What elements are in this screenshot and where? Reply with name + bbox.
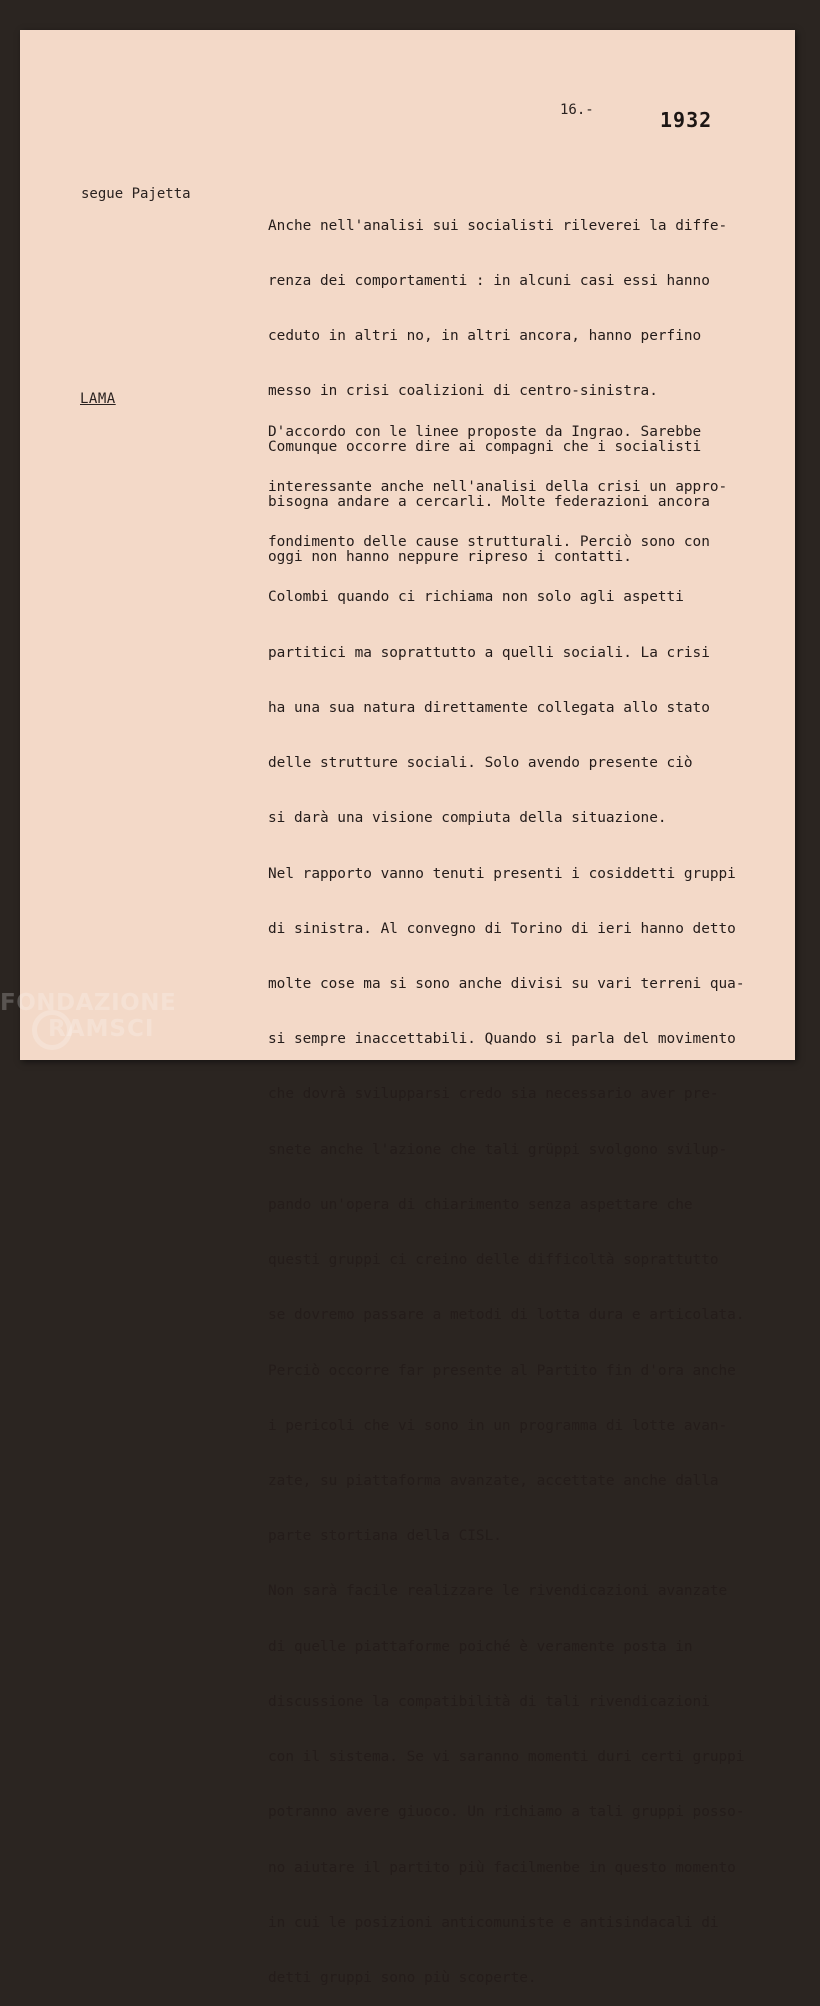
text-line: Non sarà facile realizzare le rivendicazioni avanzate	[268, 1583, 728, 1600]
text-line: fondimento delle cause strutturali. Perciò sono con	[268, 534, 710, 551]
text-line: che dovrà svilupparsi credo sia necessario aver pre-	[268, 1086, 719, 1103]
text-line: questi gruppi ci creino delle difficoltà soprattutto	[268, 1252, 719, 1269]
document-number: 1932	[660, 108, 713, 132]
text-line: interessante anche nell'analisi della crisi un appro-	[268, 479, 728, 496]
text-line: snete anche l'azione che tali grüppi svolgono svilup-	[268, 1141, 728, 1158]
text-line: no aiutare il partito più facilmenbe in questo momento	[268, 1859, 736, 1876]
text-line: potranno avere giuoco. Un richiamo a tali gruppi posso-	[268, 1804, 745, 1821]
text-line: renza dei comportamenti : in alcuni casi essi hanno	[268, 273, 710, 290]
text-line: in cui le posizioni anticomuniste e antisindacali di	[268, 1914, 719, 1931]
text-line: Anche nell'analisi sui socialisti rileverei la diffe-	[268, 217, 728, 234]
text-line: molte cose ma si sono anche divisi su vari terreni qua-	[268, 976, 745, 992]
text-line: parte stortiana della CISL.	[268, 1528, 502, 1545]
text-line: oggi non hanno neppure ripreso i contatti.	[268, 549, 632, 566]
text-line: partitici ma soprattutto a quelli sociali. La crisi	[268, 644, 710, 661]
speech-paragraph	[268, 386, 745, 2006]
text-line: discussione la compatibilità di tali rivendicazioni	[268, 1693, 710, 1710]
text-line: di sinistra. Al convegno di Torino di ieri hanno detto	[268, 920, 736, 937]
text-line: ceduto in altri no, in altri ancora, hanno perfino	[268, 328, 702, 345]
text-line: Colombi quando ci richiama non solo agli aspetti	[268, 589, 684, 606]
speaker-label: segue Pajetta	[81, 186, 191, 202]
g-logo-icon	[32, 1010, 72, 1050]
text-line: se dovremo passare a metodi di lotta dura e articolata.	[268, 1307, 745, 1324]
text-line: si sempre inaccettabili. Quando si parla del movimento	[268, 1031, 736, 1048]
text-line: delle strutture sociali. Solo avendo presente ciò	[268, 755, 693, 772]
text-line: con il sistema. Se vi saranno momenti duri certi gruppi	[268, 1749, 745, 1766]
text-line: bisogna andare a cercarli. Molte federazioni ancora	[268, 493, 710, 510]
speaker-label: LAMA	[80, 391, 116, 407]
text-line: messo in crisi coalizioni di centro-sinistra.	[268, 383, 658, 400]
text-line: Nel rapporto vanno tenuti presenti i cosiddetti gruppi	[268, 865, 736, 882]
text-line: zate, su piattaforma avanzate, accettate anche dalla	[268, 1472, 719, 1489]
text-line: i pericoli che vi sono in un programma di lotte avan-	[268, 1417, 728, 1434]
text-line: detti gruppi sono più scoperte.	[268, 1969, 537, 1986]
page-number: 16.-	[560, 102, 594, 118]
watermark-line: FONDAZIONE	[0, 990, 177, 1016]
watermark-logo	[0, 990, 210, 1042]
text-line: Comunque occorre dire ai compagni che i socialisti	[268, 438, 702, 455]
text-line: D'accordo con le linee proposte da Ingrao. Sarebbe	[268, 423, 702, 440]
text-line: Perciò occorre far presente al Partito fin d'ora anche	[268, 1362, 736, 1379]
text-line: ha una sua natura direttamente collegata allo stato	[268, 699, 710, 716]
text-line: di quelle piattaforme poiché è veramente posta in	[268, 1638, 693, 1655]
text-line: si darà una visione compiuta della situazione.	[268, 810, 667, 827]
watermark-line: RAMSCI	[48, 1016, 155, 1042]
text-line: pando un'opera di chiarimento senza aspettare che	[268, 1196, 693, 1213]
